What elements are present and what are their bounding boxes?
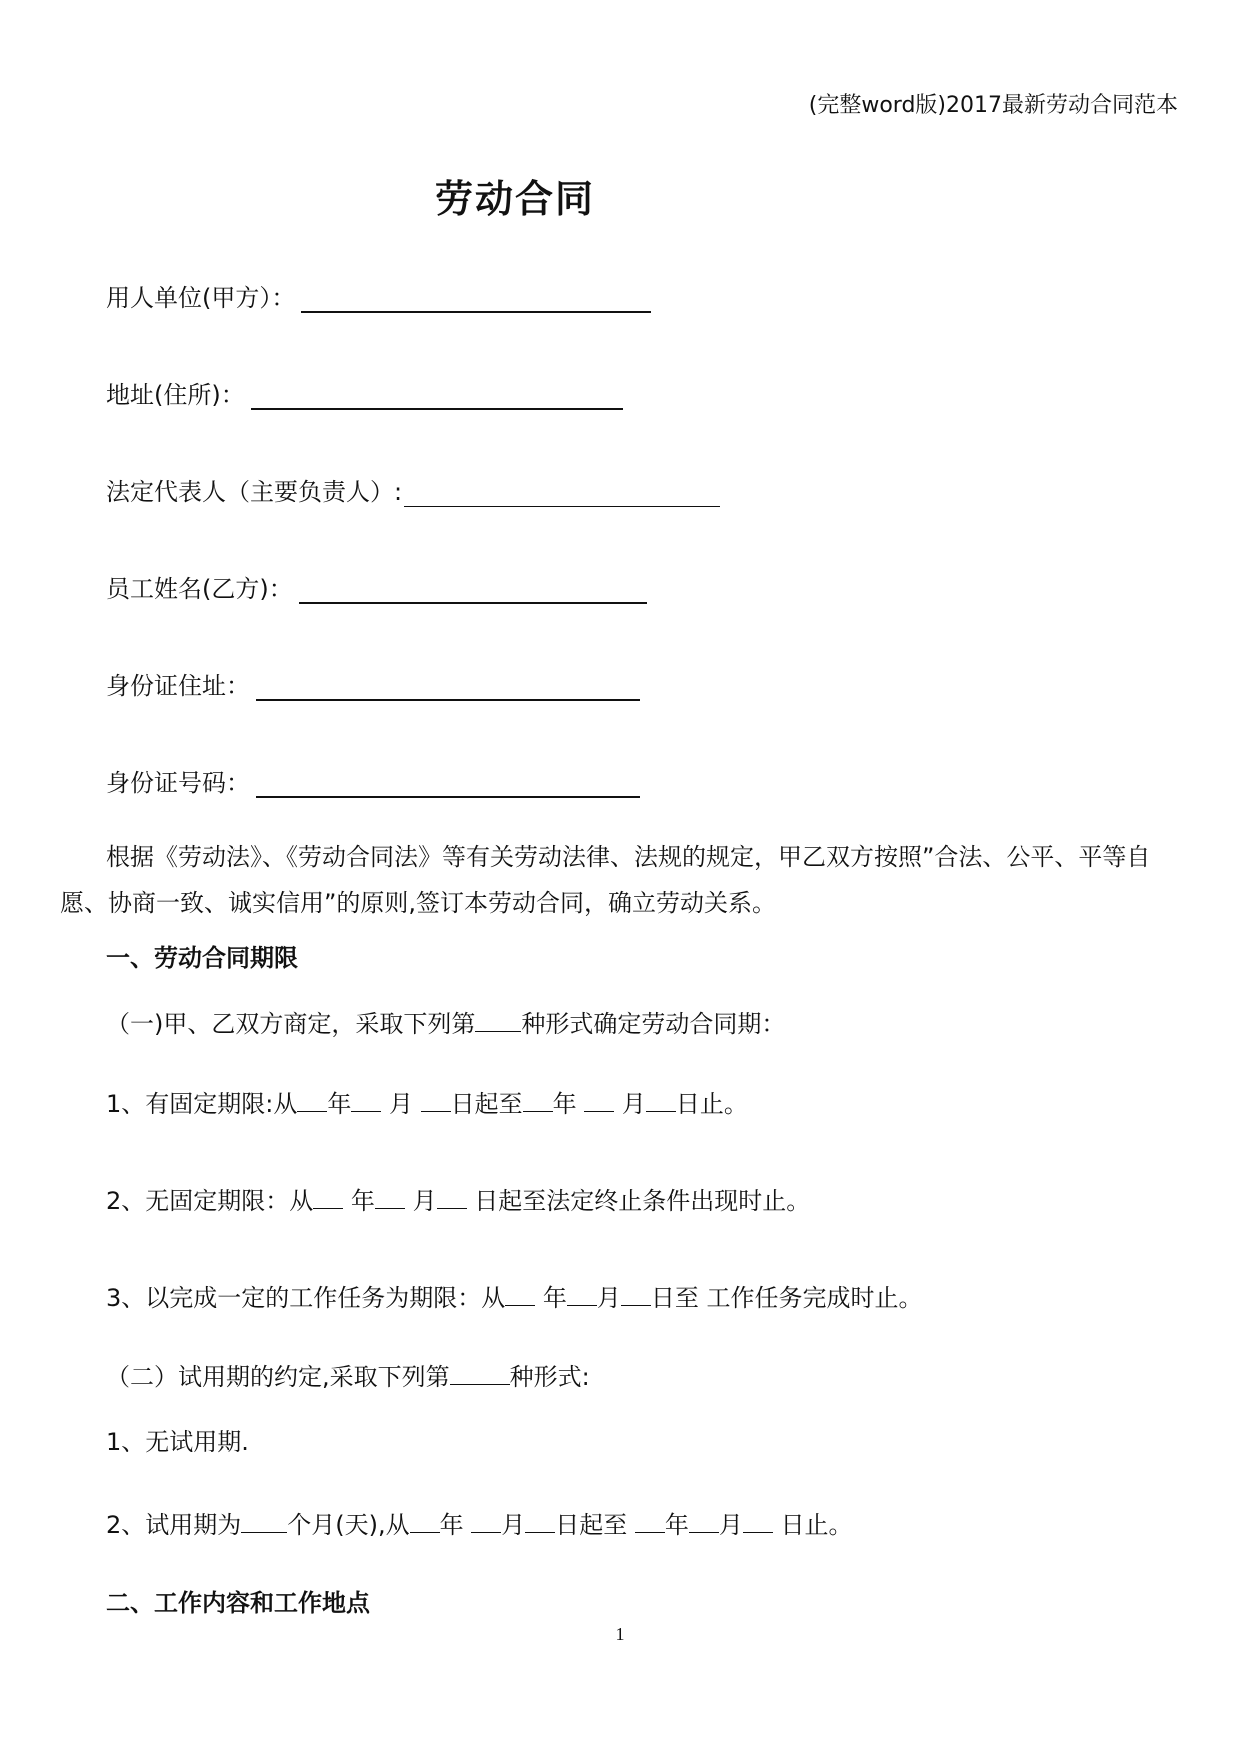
clause-text: 种形式确定劳动合同期： xyxy=(521,1010,786,1038)
month-blank[interactable] xyxy=(375,1186,405,1209)
address-label: 地址(住所)： xyxy=(106,381,245,409)
id-address-blank[interactable] xyxy=(256,675,640,701)
clause-text: 种形式: xyxy=(509,1363,590,1391)
year-blank[interactable] xyxy=(410,1510,440,1533)
id-number-field xyxy=(106,763,640,798)
period-blank[interactable] xyxy=(241,1510,287,1533)
form-number-blank[interactable] xyxy=(450,1362,510,1385)
item-text: 日至 工作任务完成时止。 xyxy=(650,1284,923,1312)
item-text: 年 xyxy=(542,1284,567,1312)
term-form-clause xyxy=(106,1004,785,1039)
day-blank[interactable] xyxy=(743,1510,773,1533)
open-term-item xyxy=(106,1181,810,1216)
item-text: 日起至法定终止条件出现时止。 xyxy=(474,1187,811,1215)
legal-rep-blank[interactable] xyxy=(404,482,720,507)
item-text: 日止。 xyxy=(780,1511,853,1539)
year-blank[interactable] xyxy=(313,1186,343,1209)
year-blank[interactable] xyxy=(523,1089,553,1112)
item-text: 月 xyxy=(596,1284,621,1312)
section2-heading: 二、工作内容和工作地点 xyxy=(106,1589,370,1617)
year-blank[interactable] xyxy=(635,1510,665,1533)
form-number-blank[interactable] xyxy=(475,1009,521,1032)
item-text: 日起至 xyxy=(555,1511,628,1539)
no-probation-item: 1、无试用期. xyxy=(106,1428,249,1456)
employer-blank[interactable] xyxy=(301,287,651,313)
item-text: 月 xyxy=(718,1511,743,1539)
item-text: 2、无固定期限：从 xyxy=(106,1187,314,1215)
id-number-label: 身份证号码： xyxy=(106,769,250,797)
month-blank[interactable] xyxy=(567,1283,597,1306)
employee-name-blank[interactable] xyxy=(299,578,647,604)
day-blank[interactable] xyxy=(437,1186,467,1209)
document-title: 劳动合同 xyxy=(434,177,595,221)
item-text: 年 xyxy=(350,1187,375,1215)
item-text: 1、有固定期限:从 xyxy=(106,1090,298,1118)
item-text: 月 xyxy=(412,1187,437,1215)
employee-name-field xyxy=(106,569,647,604)
intro-paragraph: 根据《劳动法》、《劳动合同法》等有关劳动法律、法规的规定，甲乙双方按照”合法、公平、平等自愿、协商一致、诚实信用”的原则,签订本劳动合同，确立劳动关系。 xyxy=(60,843,1151,917)
running-header: (完整word版)2017最新劳动合同范本 xyxy=(808,93,1178,118)
year-blank[interactable] xyxy=(297,1089,327,1112)
day-blank[interactable] xyxy=(646,1089,676,1112)
id-address-label: 身份证住址： xyxy=(106,672,250,700)
clause-text: （二）试用期的约定,采取下列第 xyxy=(106,1363,450,1391)
item-text: 日止。 xyxy=(675,1090,748,1118)
id-number-blank[interactable] xyxy=(256,772,640,798)
legal-rep-label: 法定代表人（主要负责人）: xyxy=(106,478,403,506)
employee-name-label: 员工姓名(乙方)： xyxy=(106,575,293,603)
item-text: 个月(天),从 xyxy=(287,1511,410,1539)
month-blank[interactable] xyxy=(689,1510,719,1533)
item-text: 年 xyxy=(439,1511,464,1539)
employer-field xyxy=(106,278,651,313)
day-blank[interactable] xyxy=(421,1089,451,1112)
item-text: 年 xyxy=(664,1511,689,1539)
item-text: 日起至 xyxy=(450,1090,523,1118)
item-text: 月 xyxy=(501,1511,526,1539)
probation-period-item xyxy=(106,1505,853,1540)
day-blank[interactable] xyxy=(525,1510,555,1533)
item-text: 月 xyxy=(389,1090,413,1118)
item-text: 3、以完成一定的工作任务为期限：从 xyxy=(106,1284,506,1312)
month-blank[interactable] xyxy=(471,1510,501,1533)
item-text: 年 xyxy=(552,1090,577,1118)
task-term-item xyxy=(106,1278,923,1313)
item-text: 2、试用期为 xyxy=(106,1511,242,1539)
probation-clause xyxy=(106,1357,590,1392)
month-blank[interactable] xyxy=(584,1089,614,1112)
item-text: 月 xyxy=(621,1090,646,1118)
item-text: 年 xyxy=(327,1090,352,1118)
section1-heading: 一、劳动合同期限 xyxy=(106,944,298,972)
legal-rep-field xyxy=(106,472,720,507)
month-blank[interactable] xyxy=(351,1089,381,1112)
address-field xyxy=(106,375,623,410)
year-blank[interactable] xyxy=(505,1283,535,1306)
clause-text: （一)甲、乙双方商定，采取下列第 xyxy=(106,1010,476,1038)
address-blank[interactable] xyxy=(251,384,623,410)
day-blank[interactable] xyxy=(621,1283,651,1306)
page-number: 1 xyxy=(615,1624,625,1644)
employer-label: 用人单位(甲方）： xyxy=(106,284,296,312)
id-address-field xyxy=(106,666,640,701)
fixed-term-item xyxy=(106,1084,748,1119)
